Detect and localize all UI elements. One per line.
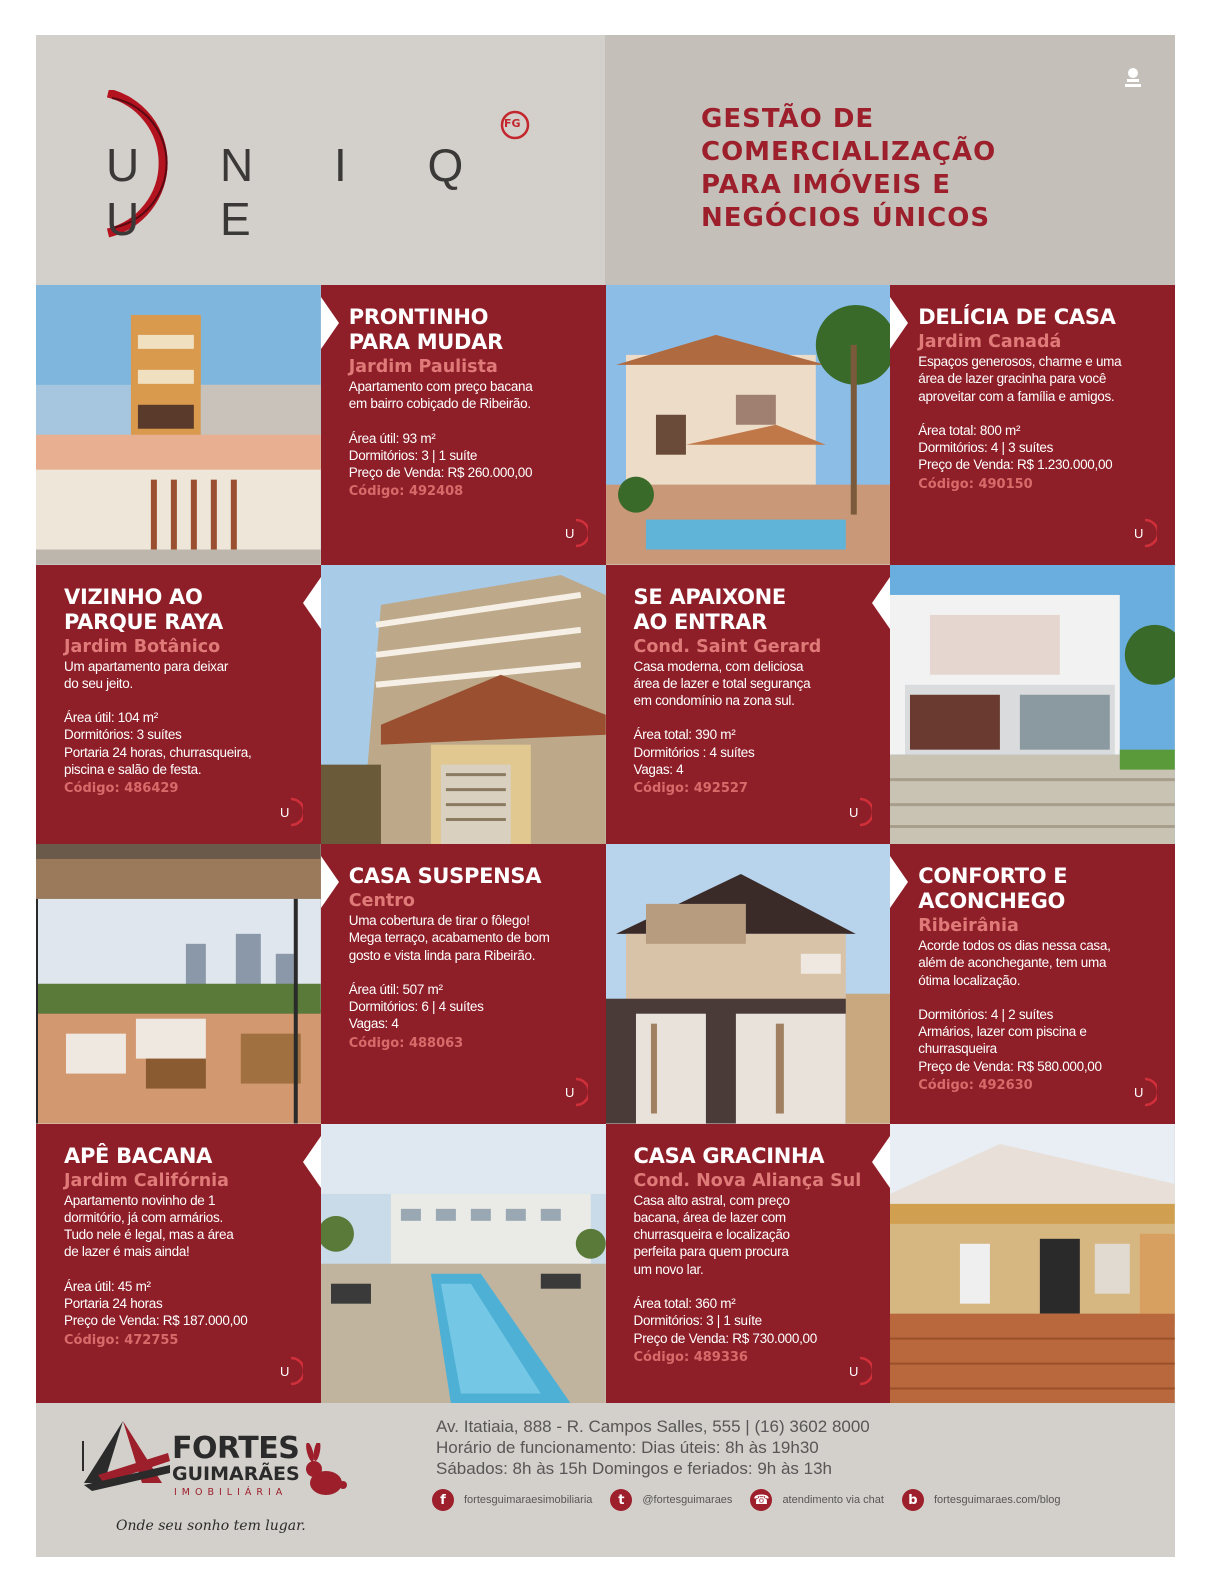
listing-neighborhood: Jardim Botânico xyxy=(64,636,221,657)
listing-code: Código: 472755 xyxy=(64,1332,179,1348)
listing-description: Casa alto astral, com preço bacana, área de lazer com churrasqueira e localização perfeita para quem procura um novo lar. xyxy=(633,1192,790,1277)
listing-title: CASA GRACINHA xyxy=(633,1143,825,1168)
pointer-arrow-icon xyxy=(890,297,908,349)
twitter-icon: t xyxy=(610,1489,632,1511)
listing-specs xyxy=(918,1006,1155,1075)
listing-title: APÊ BACANA xyxy=(64,1143,213,1168)
spec-line: Preço de Venda: R$ 260.000,00 xyxy=(348,465,533,481)
listing-description: Um apartamento para deixar do seu jeito. xyxy=(64,658,229,691)
listing-neighborhood: Centro xyxy=(348,891,415,911)
spec-line: Dormitórios: 3 | 1 suíte xyxy=(348,447,478,463)
pointer-arrow-icon xyxy=(872,1136,890,1188)
listing-specs xyxy=(918,422,1155,474)
unique-mini-logo-icon xyxy=(562,1077,588,1107)
brand-name-fortes: FORTES xyxy=(172,1431,300,1466)
listing-neighborhood: Jardim Canadá xyxy=(918,332,1062,352)
pointer-arrow-icon xyxy=(321,856,339,908)
social-label: fortesguimaraesimobiliaria xyxy=(464,1494,593,1506)
svg-text:U: U xyxy=(849,1364,859,1379)
terrace-image xyxy=(36,844,321,1124)
listing-title: DELÍCIA DE CASA xyxy=(918,305,1116,329)
address-line: Av. Itatiaia, 888 - R. Campos Salles, 555 | (16) 3602 8000 xyxy=(436,1417,870,1436)
listing-specs xyxy=(634,726,871,778)
unique-mini-logo-icon xyxy=(277,1356,303,1386)
listing-description: Apartamento novinho de 1 dormitório, já com armários. Tudo nele é legal, mas a área de lazer é mais ainda! xyxy=(64,1192,234,1260)
spec-line: Vagas: 4 xyxy=(348,1016,399,1032)
listing-title: CONFORTO E ACONCHEGO xyxy=(918,864,1068,913)
address-block xyxy=(436,1416,870,1479)
tagline-line: PARA IMÓVEIS E xyxy=(701,170,952,200)
unique-mini-logo-icon xyxy=(1131,1077,1157,1107)
house-with-pool-image xyxy=(606,285,891,565)
high-rise-image xyxy=(321,565,606,845)
blogger-icon: b xyxy=(902,1489,924,1511)
social-chat[interactable] xyxy=(750,1489,884,1511)
tagline-line: COMERCIALIZAÇÃO xyxy=(701,137,997,167)
spec-line: Armários, lazer com piscina e xyxy=(918,1024,1087,1040)
spec-line: Preço de Venda: R$ 580.000,00 xyxy=(918,1058,1102,1074)
header-logo-panel xyxy=(36,35,605,285)
svg-text:U: U xyxy=(279,805,290,820)
listing-neighborhood: Cond. Nova Aliança Sul xyxy=(633,1170,862,1191)
social-twitter[interactable] xyxy=(610,1489,732,1511)
facebook-icon: f xyxy=(432,1489,454,1511)
listing-title: VIZINHO AO PARQUE RAYA xyxy=(64,584,224,634)
hours-line: Sábados: 8h às 15h Domingos e feriados: 9h às 13h xyxy=(436,1459,832,1478)
spec-line: Preço de Venda: R$ 730.000,00 xyxy=(633,1330,817,1346)
fortes-guimaraes-logo xyxy=(78,1413,368,1543)
spec-line: Dormitórios: 3 | 1 suíte xyxy=(633,1313,762,1329)
listing-card[interactable] xyxy=(36,1124,321,1404)
social-label: @fortesguimaraes xyxy=(642,1494,733,1506)
modern-house-image xyxy=(890,565,1175,845)
spec-line: Dormitórios: 4 | 3 suítes xyxy=(918,440,1054,456)
svg-text:U: U xyxy=(1134,1084,1144,1100)
svg-text:U: U xyxy=(564,1084,574,1100)
apartment-building-image xyxy=(36,285,321,565)
spec-line: Dormitórios : 4 suítes xyxy=(633,744,755,760)
social-label: atendimento via chat xyxy=(782,1494,884,1506)
listing-code: Código: 486429 xyxy=(64,781,179,797)
unique-mini-logo-icon xyxy=(562,518,588,548)
property-photo xyxy=(36,844,321,1124)
listing-code: Código: 488063 xyxy=(348,1035,464,1051)
listing-specs xyxy=(349,430,586,482)
spec-line: Área total: 800 m² xyxy=(918,422,1021,438)
pointer-arrow-icon xyxy=(872,577,890,629)
listing-description: Casa moderna, com deliciosa área de lazer e total segurança em condomínio na zona sul. xyxy=(633,658,811,709)
property-photo xyxy=(890,1124,1175,1404)
pointer-arrow-icon xyxy=(303,1136,321,1188)
brick-house-image xyxy=(606,844,891,1124)
property-photo xyxy=(606,285,891,565)
slogan: Onde seu sonho tem lugar. xyxy=(116,1518,306,1534)
spec-line: Vagas: 4 xyxy=(633,761,684,777)
spec-line: Dormitórios: 6 | 4 suítes xyxy=(348,999,484,1015)
listing-description: Acorde todos os dias nessa casa, além de aconchegante, tem uma ótima localização. xyxy=(918,938,1111,988)
single-story-house-image xyxy=(890,1124,1175,1404)
spec-line: Portaria 24 horas, churrasqueira, xyxy=(64,744,252,760)
social-facebook[interactable] xyxy=(432,1489,592,1511)
listing-specs xyxy=(64,1278,301,1330)
header-tagline-panel xyxy=(605,35,1175,285)
tagline-line: GESTÃO DE xyxy=(701,104,875,134)
property-photo xyxy=(36,285,321,565)
tagline xyxy=(701,103,996,235)
listing-specs xyxy=(64,709,301,778)
listing-specs xyxy=(349,981,586,1033)
unique-mini-logo-icon xyxy=(277,797,303,827)
rabbit-icon xyxy=(300,1443,350,1499)
unique-logo-text: U N I Q U E xyxy=(106,139,498,245)
svg-text:U: U xyxy=(849,805,859,820)
svg-text:U: U xyxy=(564,525,574,541)
hours-line: Horário de funcionamento: Dias úteis: 8h às 19h30 xyxy=(436,1438,819,1457)
spec-line: Portaria 24 horas xyxy=(64,1295,163,1311)
social-blog[interactable] xyxy=(902,1489,1061,1511)
listing-neighborhood: Ribeirânia xyxy=(918,916,1019,936)
listing-card[interactable] xyxy=(36,565,321,845)
listing-description: Apartamento com preço bacana em bairro cobiçado de Ribeirão. xyxy=(348,379,533,412)
listing-card[interactable] xyxy=(606,1124,891,1404)
spec-line: churrasqueira xyxy=(918,1041,997,1057)
listing-card[interactable] xyxy=(890,285,1175,565)
listing-description: Espaços generosos, charme e uma área de lazer gracinha para você aproveitar com a família e amigos. xyxy=(918,354,1122,404)
listing-code: Código: 492527 xyxy=(633,781,748,797)
tagline-line: NEGÓCIOS ÚNICOS xyxy=(701,203,991,233)
unique-logo-badge: FG xyxy=(504,117,521,130)
listing-card[interactable] xyxy=(321,285,606,565)
listing-card[interactable] xyxy=(606,565,891,845)
property-photo xyxy=(321,1124,606,1404)
spec-line: Área útil: 507 m² xyxy=(348,981,443,997)
unique-mini-logo-icon xyxy=(1131,518,1157,548)
listings-grid xyxy=(36,285,1175,1403)
listing-description: Uma cobertura de tirar o fôlego! Mega terraço, acabamento de bom gosto e vista linda para Ribeirão. xyxy=(348,913,550,963)
spec-line: Área total: 390 m² xyxy=(633,727,736,743)
listing-code: Código: 489336 xyxy=(633,1349,748,1365)
unique-logo xyxy=(106,90,566,245)
spec-line: Área total: 360 m² xyxy=(633,1295,736,1311)
listing-card[interactable] xyxy=(890,844,1175,1124)
spec-line: Área útil: 45 m² xyxy=(64,1278,151,1294)
social-label: fortesguimaraes.com/blog xyxy=(933,1494,1061,1506)
listing-neighborhood: Jardim Califórnia xyxy=(64,1170,229,1191)
svg-text:U: U xyxy=(279,1364,290,1379)
listing-neighborhood: Jardim Paulista xyxy=(348,357,498,377)
spec-line: piscina e salão de festa. xyxy=(64,761,202,777)
property-photo xyxy=(321,565,606,845)
triangle-logo-icon xyxy=(78,1413,178,1503)
listing-title: SE APAIXONE AO ENTRAR xyxy=(633,584,786,634)
spec-line: Preço de Venda: R$ 187.000,00 xyxy=(64,1313,248,1329)
pool-complex-image xyxy=(321,1124,606,1404)
listing-neighborhood: Cond. Saint Gerard xyxy=(633,636,822,657)
footer xyxy=(36,1403,1175,1557)
listing-specs xyxy=(634,1295,871,1347)
spec-line: Dormitórios: 3 suítes xyxy=(64,727,182,743)
pointer-arrow-icon xyxy=(303,577,321,629)
property-photo xyxy=(890,565,1175,845)
flyer-page xyxy=(36,35,1175,1557)
listing-code: Código: 492408 xyxy=(348,484,464,500)
property-photo xyxy=(606,844,891,1124)
listing-card[interactable] xyxy=(321,844,606,1124)
listing-code: Código: 490150 xyxy=(918,476,1033,492)
unique-mini-logo-icon xyxy=(846,797,872,827)
spec-line: Preço de Venda: R$ 1.230.000,00 xyxy=(918,457,1113,473)
spec-line: Dormitórios: 4 | 2 suítes xyxy=(918,1006,1054,1022)
svg-text:U: U xyxy=(1134,525,1144,541)
social-links xyxy=(432,1489,1079,1511)
award-icon xyxy=(1123,67,1143,89)
spec-line: Área útil: 104 m² xyxy=(64,710,158,726)
unique-mini-logo-icon xyxy=(846,1356,872,1386)
listing-title: CASA SUSPENSA xyxy=(348,864,542,888)
brand-name-guimaraes: GUIMARÃES xyxy=(172,1463,300,1485)
headset-icon: ☎ xyxy=(750,1489,772,1511)
listing-code: Código: 492630 xyxy=(918,1078,1033,1094)
listing-title: PRONTINHO PARA MUDAR xyxy=(348,305,504,354)
pointer-arrow-icon xyxy=(890,856,908,908)
spec-line: Área útil: 93 m² xyxy=(348,430,436,446)
brand-name-imobiliaria: IMOBILIÁRIA xyxy=(174,1487,288,1498)
pointer-arrow-icon xyxy=(321,297,339,349)
header xyxy=(36,35,1175,285)
